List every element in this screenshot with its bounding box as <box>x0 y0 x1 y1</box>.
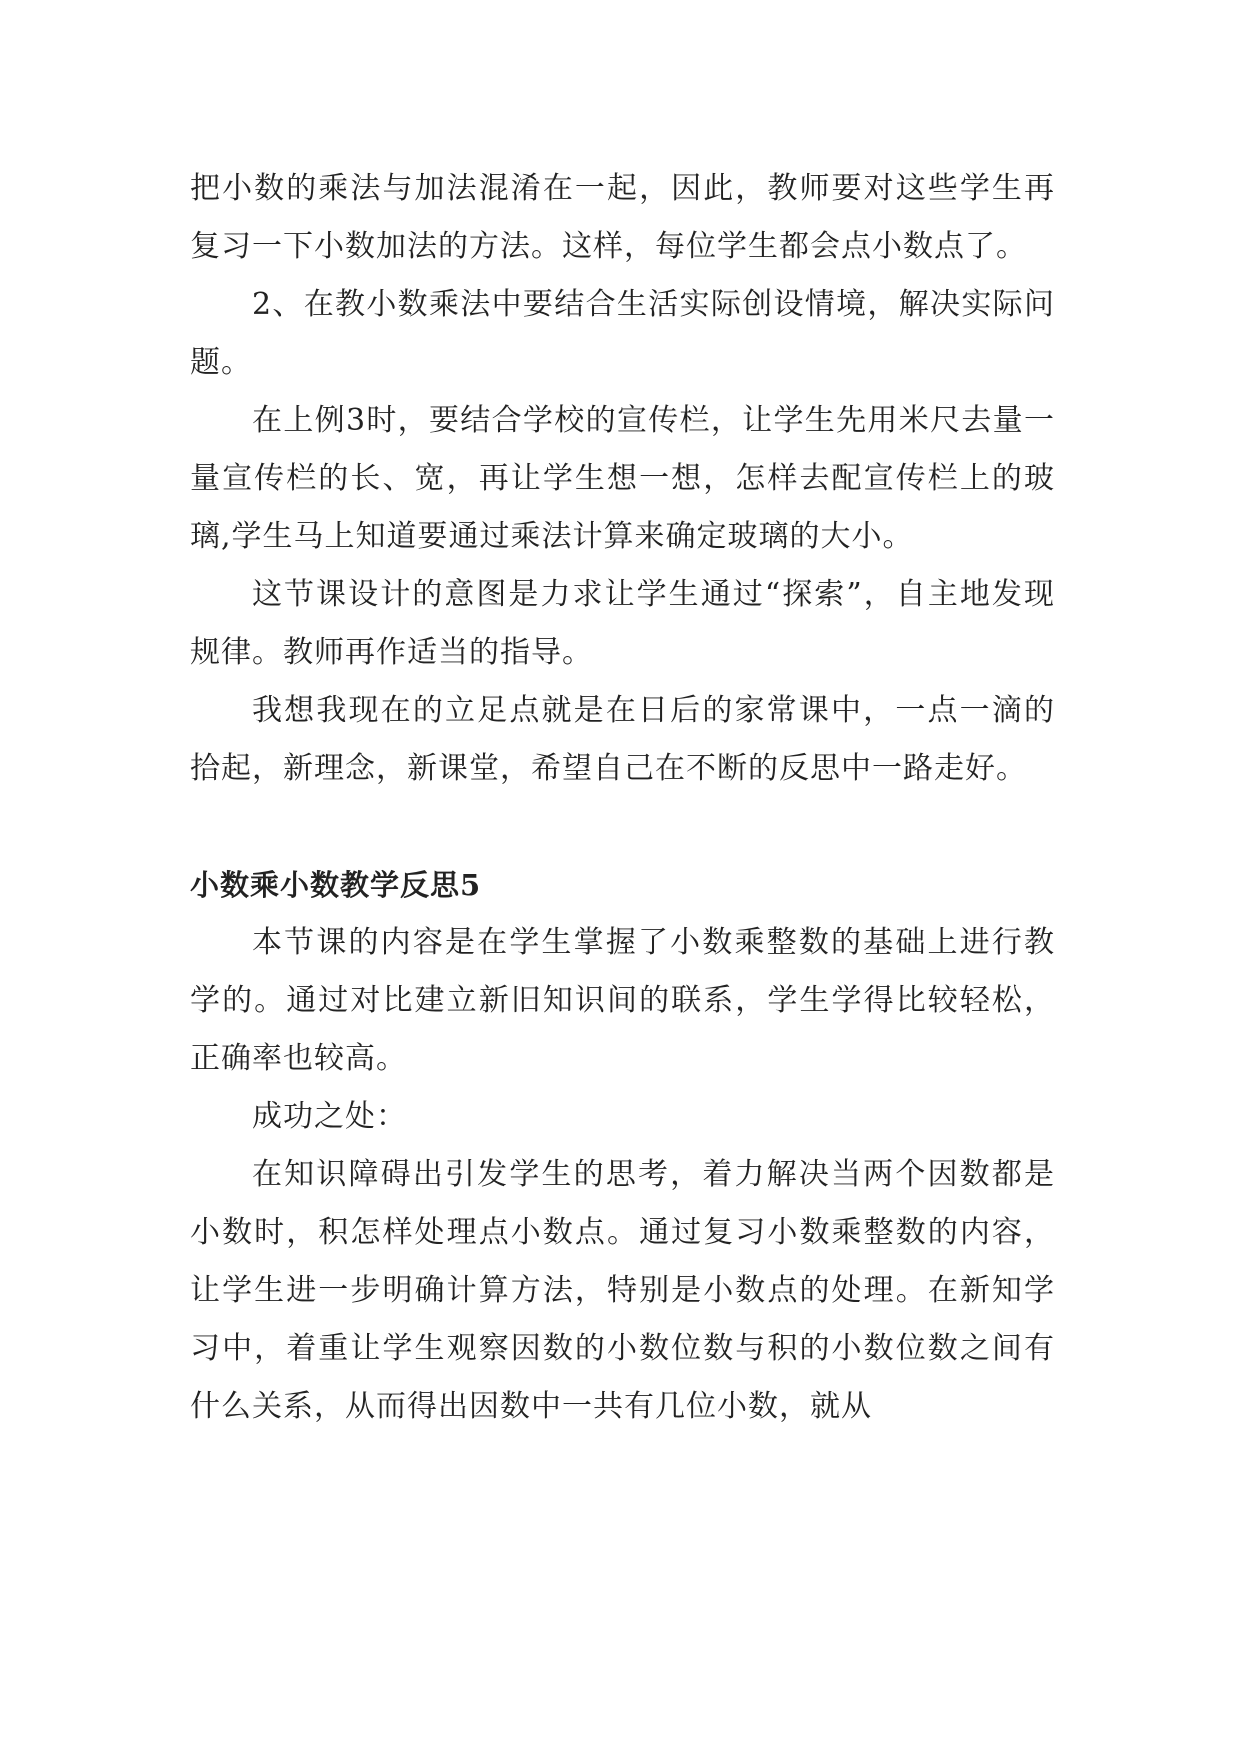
section-title: 小数乘小数教学反思5 <box>190 868 482 902</box>
paragraph-1: 把小数的乘法与加法混淆在一起，因此，教师要对这些学生再复习一下小数加法的方法。这样，每位学生都会点小数点了。 <box>190 171 1055 264</box>
paragraph-7: 成功之处： <box>252 1099 407 1134</box>
paragraph-4: 这节课设计的意图是力求让学生通过“探索”，自主地发现规律。教师再作适当的指导。 <box>190 577 1055 670</box>
document-body <box>190 160 1055 1436</box>
paragraph-2: 2、在教小数乘法中要结合生活实际创设情境，解决实际问题。 <box>190 287 1055 380</box>
paragraph-8: 在知识障碍出引发学生的思考，着力解决当两个因数都是小数时，积怎样处理点小数点。通过复习小数乘整数的内容，让学生进一步明确计算方法，特别是小数点的处理。在新知学习中，着重让学生观察因数的小数位数与积的小数位数之间有什么关系，从而得出因数中一共有几位小数，就从 <box>190 1157 1055 1424</box>
paragraph-6: 本节课的内容是在学生掌握了小数乘整数的基础上进行教学的。通过对比建立新旧知识间的联系，学生学得比较轻松，正确率也较高。 <box>190 925 1055 1076</box>
paragraph-3: 在上例3时，要结合学校的宣传栏，让学生先用米尺去量一量宣传栏的长、宽，再让学生想一想，怎样去配宣传栏上的玻璃,学生马上知道要通过乘法计算来确定玻璃的大小。 <box>190 403 1055 554</box>
paragraph-5: 我想我现在的立足点就是在日后的家常课中，一点一滴的拾起，新理念，新课堂，希望自己在不断的反思中一路走好。 <box>190 693 1055 786</box>
